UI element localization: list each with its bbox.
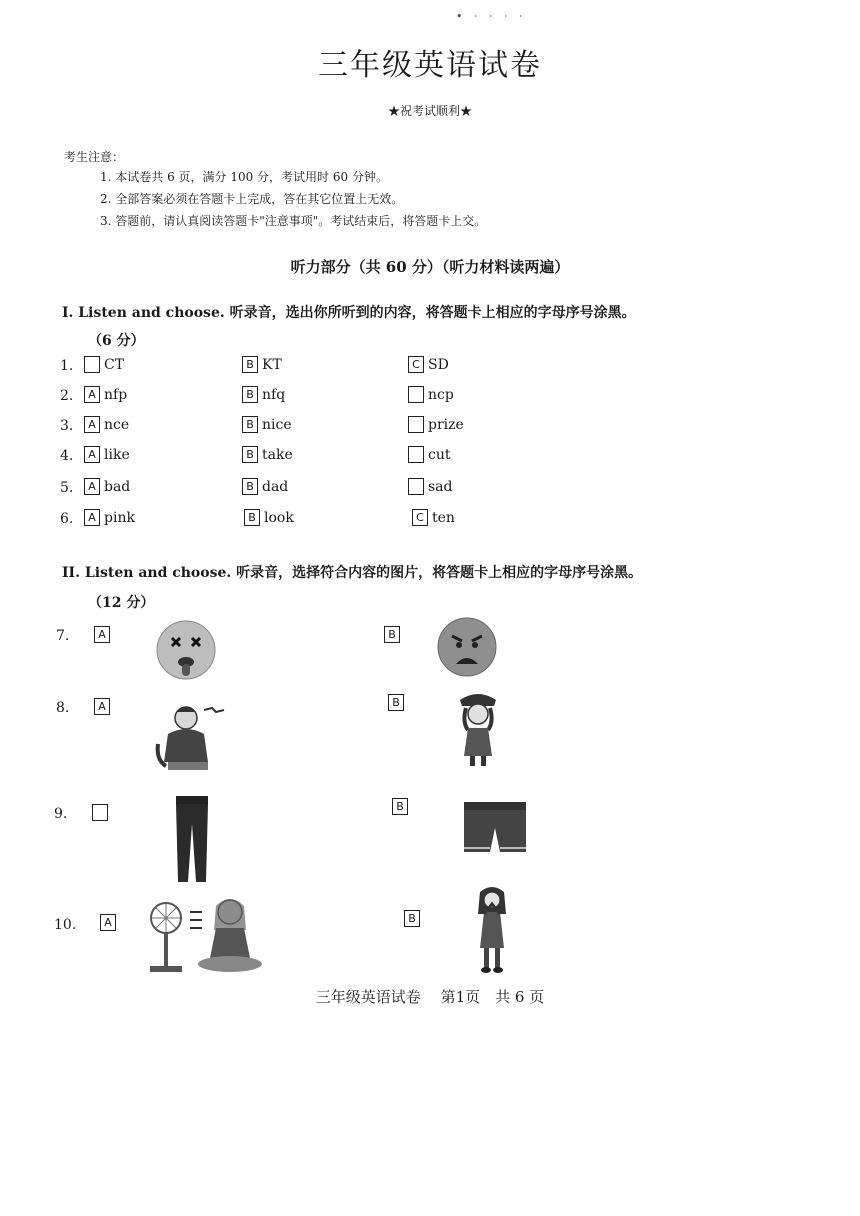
man-cartoon-icon [152, 700, 232, 778]
checkbox[interactable]: A [94, 626, 110, 643]
section2-score: （12 分） [88, 595, 155, 611]
option-text: sad [428, 478, 453, 495]
question-number: 9. [54, 806, 68, 822]
option-text: prize [428, 416, 464, 433]
checkbox[interactable]: A [84, 416, 100, 433]
option-text: cut [428, 446, 451, 463]
part-heading: 听力部分（共 60 分）（听力材料读两遍） [290, 258, 570, 276]
checkbox[interactable]: B [404, 910, 420, 927]
shorts-icon [462, 800, 528, 856]
checkbox[interactable]: B [244, 509, 260, 526]
option-c[interactable] [408, 416, 464, 433]
checkbox[interactable]: B [384, 626, 400, 643]
option-text: CT [104, 356, 125, 373]
option-c[interactable] [412, 509, 455, 526]
checkbox[interactable] [408, 416, 424, 433]
checkbox[interactable]: A [100, 914, 116, 931]
notice-item: 3. 答题前，请认真阅读答题卡"注意事项"。考试结束后，将答题卡上交。 [100, 214, 487, 228]
page-subtitle: ★祝考试顺利★ [387, 104, 472, 118]
girl-cartoon-icon [454, 692, 502, 770]
checkbox[interactable]: A [94, 698, 110, 715]
option-b[interactable] [242, 416, 292, 433]
question-number: 8. [56, 700, 70, 716]
option-text: look [264, 509, 294, 526]
notice-item: 1. 本试卷共 6 页，满分 100 分，考试用时 60 分钟。 [100, 170, 388, 184]
option-text: nfp [104, 386, 128, 403]
checkbox[interactable]: B [242, 478, 258, 495]
question-number: 3. [60, 418, 74, 434]
option-text: dad [262, 478, 289, 495]
checkbox[interactable]: C [408, 356, 424, 373]
girl-with-fan-icon [146, 890, 264, 976]
checkbox[interactable]: B [388, 694, 404, 711]
page-footer: 三年级英语试卷 第1页 共 6 页 [315, 988, 545, 1006]
option-a[interactable] [84, 386, 127, 403]
checkbox[interactable]: A [84, 478, 100, 495]
option-a[interactable] [94, 698, 114, 715]
option-c[interactable] [408, 446, 450, 463]
question-number: 5. [60, 480, 74, 496]
option-b[interactable] [242, 356, 282, 373]
checkbox[interactable] [408, 478, 424, 495]
checkbox[interactable] [408, 386, 424, 403]
option-text: nce [104, 416, 130, 433]
option-text: nfq [262, 386, 286, 403]
section1-heading: I. Listen and choose. 听录音，选出你所听到的内容，将答题卡上相应的字母序号涂黑。 [62, 305, 636, 321]
pants-icon [172, 794, 212, 884]
option-a[interactable] [84, 446, 130, 463]
question-number: 2. [60, 388, 74, 404]
page-title: 三年级英语试卷 [318, 48, 542, 83]
dizzy-face-icon [152, 618, 220, 686]
option-b[interactable] [242, 386, 285, 403]
option-a[interactable] [84, 416, 129, 433]
question-number: 1. [60, 358, 74, 374]
section2-heading: II. Listen and choose. 听录音，选择符合内容的图片，将答题卡上相应的字母序号涂黑。 [62, 565, 643, 581]
option-c[interactable] [408, 478, 453, 495]
checkbox[interactable]: B [242, 446, 258, 463]
option-a[interactable] [92, 804, 112, 821]
option-c[interactable] [408, 356, 449, 373]
question-number: 4. [60, 448, 74, 464]
checkbox[interactable]: C [412, 509, 428, 526]
option-text: take [262, 446, 293, 463]
option-text: like [104, 446, 130, 463]
option-text: pink [104, 509, 135, 526]
checkbox[interactable] [92, 804, 108, 821]
option-a[interactable] [84, 356, 124, 373]
angry-face-icon [434, 614, 500, 680]
option-a[interactable] [84, 509, 135, 526]
option-b[interactable] [392, 798, 412, 815]
option-b[interactable] [384, 626, 404, 643]
section1-score: （6 分） [88, 333, 145, 349]
option-a[interactable] [84, 478, 130, 495]
question-number: 6. [60, 511, 74, 527]
option-b[interactable] [244, 509, 294, 526]
option-text: KT [262, 356, 282, 373]
checkbox[interactable]: B [242, 386, 258, 403]
notice-heading: 考生注意： [64, 150, 125, 164]
option-text: SD [428, 356, 449, 373]
option-b[interactable] [242, 478, 288, 495]
option-b[interactable] [404, 910, 424, 927]
question-number: 10. [54, 917, 77, 933]
checkbox[interactable]: B [242, 356, 258, 373]
option-c[interactable] [408, 386, 454, 403]
checkbox[interactable]: B [242, 416, 258, 433]
checkbox[interactable]: A [84, 386, 100, 403]
checkbox[interactable]: B [392, 798, 408, 815]
option-b[interactable] [242, 446, 293, 463]
checkbox[interactable]: A [84, 446, 100, 463]
checkbox[interactable]: A [84, 509, 100, 526]
question-number: 7. [56, 628, 70, 644]
top-mark: • ‧ ‧ ‧ ‧ [456, 10, 527, 23]
option-text: bad [104, 478, 131, 495]
notice-item: 2. 全部答案必须在答题卡上完成，答在其它位置上无效。 [100, 192, 404, 206]
option-text: nice [262, 416, 292, 433]
option-a[interactable] [94, 626, 114, 643]
option-a[interactable] [100, 914, 120, 931]
option-text: ten [432, 509, 455, 526]
cold-girl-icon [470, 884, 516, 976]
checkbox[interactable] [408, 446, 424, 463]
checkbox[interactable] [84, 356, 100, 373]
option-b[interactable] [388, 694, 408, 711]
option-text: ncp [428, 386, 454, 403]
